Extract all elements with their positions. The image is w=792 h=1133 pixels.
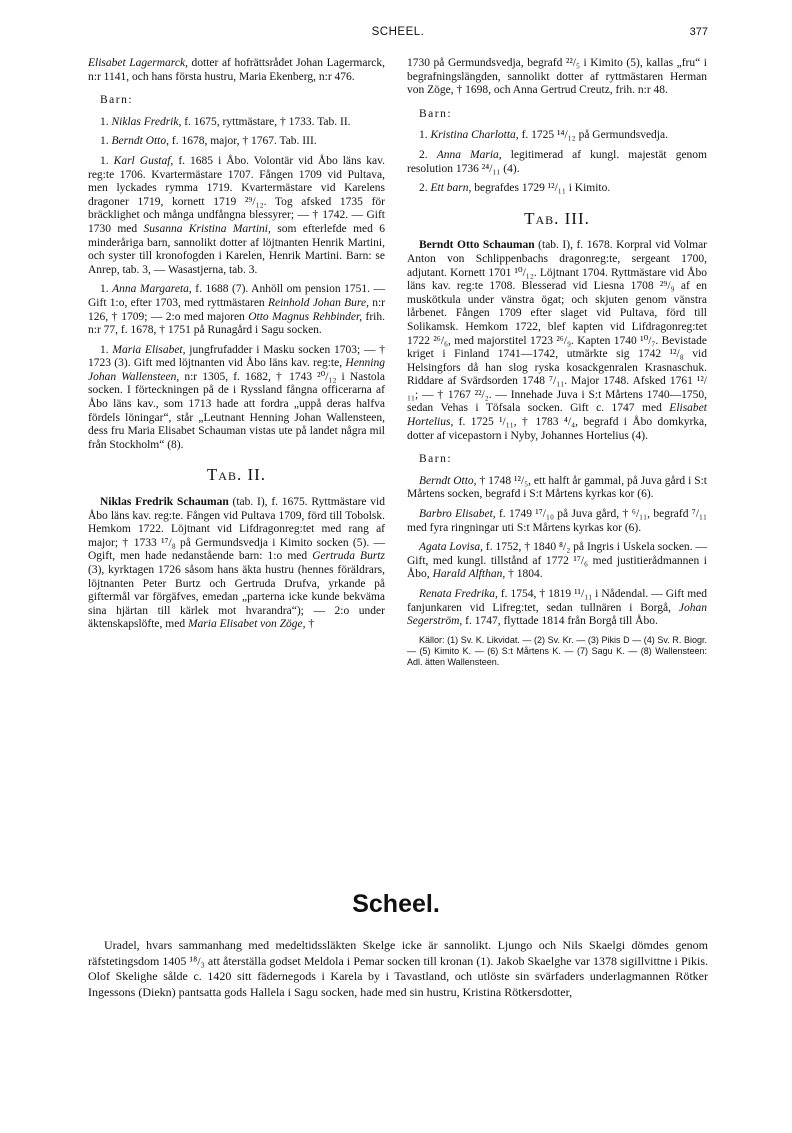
page-number: 377: [689, 26, 708, 38]
name-italic: Kristina Charlotta,: [430, 129, 519, 142]
child-entry: [407, 588, 707, 629]
text: begrafdes 1729 ¹²/₁₁ i Kimito.: [471, 182, 611, 195]
text: 2.: [419, 182, 431, 195]
name-italic: Berndt Otto,: [111, 135, 169, 148]
table-heading: Tab. III.: [524, 208, 590, 228]
text: f. 1725 ¹/₁₁, † 1783 ⁴/₄, begrafd i Åbo domkyrka, dotter af vicepastorn i Nyby, Johannes Hortelius (4).: [407, 416, 707, 442]
child-entry: [407, 149, 707, 176]
text: 1.: [100, 115, 112, 128]
running-title: SCHEEL.: [371, 26, 425, 38]
name-italic: Otto Magnus Rehbinder,: [248, 310, 363, 323]
name-italic: Niklas Fredrik,: [111, 115, 182, 128]
name-italic: Barbro Elisabet,: [419, 508, 496, 521]
child-entry: [407, 541, 707, 582]
text: f. 1725 ¹⁴/₁₂ på Germundsvedja.: [518, 129, 668, 142]
child-entry: [88, 116, 385, 130]
text: frih. n:r 77, f. 1678, † 1751 på Runagård i Sagu socken.: [88, 310, 385, 337]
text: 1.: [100, 135, 112, 148]
text: 1.: [100, 154, 114, 167]
text: (tab. I), f. 1675. Ryttmästare vid Åbo läns kav. reg:te. Fången vid Pultava 1709, förd till Tobolsk. Hemkom 1722. Löjtnant vid Lifdragonreg:tet med rang af major; † 1733 ¹⁷/₈ på Germundsvedja i Kimito socken (5). — Ogift, men hade nedanstående barn: 1:o med: [88, 496, 385, 563]
text: † 1748 ¹²/₅, ett halft år gammal, på Juva gård i S:t Mårtens socken, begrafd i S:t Mårtens kyrkas kor (6).: [407, 474, 707, 501]
paragraph: [88, 57, 385, 84]
right-column: [407, 57, 707, 674]
name-italic: Renata Fredrika,: [419, 588, 498, 600]
paragraph: [407, 239, 707, 443]
text: legitimerad af kungl. majestät genom resolution 1736 ²⁴/₁₁ (4).: [407, 148, 707, 175]
child-entry: [407, 182, 707, 196]
name-italic: Johan Segerström,: [407, 601, 707, 628]
text: f. 1754, † 1819 ¹¹/₁₁ i Nådendal. — Gift med fanjunkaren vid Lifreg:tet, sedan tullnären i Borgå,: [407, 588, 707, 614]
child-entry: [88, 344, 385, 453]
text: (3), kyrktagen 1726 såsom hans äkta hustru (hennes föräldrars, löjtnanten Peter Burtz och Gertruda Drufva, yrkande på giftermål var förgäfves, emedan „parterna icke kunde bekväma sina hjärtan till kärlek mot hvarandra“); — 2:o under äktenskapslöfte, med: [88, 564, 385, 631]
name-italic: Henning Johan Wallensteen,: [88, 357, 385, 383]
name-italic: Maria Elisabet,: [112, 343, 186, 356]
child-entry: [88, 135, 385, 149]
text: n:r 1305, f. 1682, † 1743 ²⁰/₁₂ i Nastola socken. I förteckningen på de i Ryssland fångna officerarna af Åbo läns kav., som 1713 hade att fordra „uppå deras halfva fördels löningar“, står „Leutnant Henning Johan Wallensteen, dess fru Maria Elisabet Schauman vistas ute på landet några mil från Stockholm“ (8).: [88, 370, 385, 451]
text: f. 1749 ¹⁷/₁₀ på Juva gård, † ⁶/₁₁, begrafd ⁷/₁₁ med fyra ringningar uti S:t Mårtens kyrkas kor (6).: [407, 508, 707, 534]
text: dotter af hofrättsrådet Johan Lagermarck, n:r 1141, och hans första hustru, Maria Ekenberg, n:r 476.: [88, 57, 386, 83]
text: 1.: [100, 343, 113, 356]
barn-heading: Barn:: [419, 107, 453, 120]
page-header: [88, 26, 708, 42]
table-heading: Tab. II.: [206, 465, 267, 485]
child-entry: [407, 129, 707, 143]
text: f. 1752, † 1840 ⁸/₂ på Ingris i Uskela socken. — Gift, med kungl. tillstånd af 1772 ¹⁷/₆ med justitierådmannen i Åbo,: [407, 541, 707, 581]
name-italic: Maria Elisabet von Zöge,: [187, 618, 306, 631]
text: 1.: [100, 283, 113, 296]
text: 1.: [419, 129, 431, 142]
text: f. 1688 (7). Anhöll om pension 1751. — Gift 1:o, efter 1703, med ryttmästaren: [88, 283, 385, 309]
child-entry: [88, 155, 385, 277]
child-entry: [407, 508, 707, 535]
name-bold: Niklas Fredrik Schauman: [100, 496, 229, 509]
child-entry: [88, 283, 385, 337]
name-italic: Gertruda Burtz: [312, 550, 385, 563]
name-italic: Ett barn,: [430, 182, 472, 195]
text: som efterlefde med 6 minderåriga barn, sannolikt dotter af löjtnanten Henrik Martini, och syster till kronofogden i Karelen, Henrik Martini. Barn: se Anrep, tab. 3, — Wasastjerna, tab. 3.: [88, 222, 385, 276]
child-entry: [407, 475, 707, 502]
text: f. 1747, flyttade 1814 från Borgå till Åbo.: [462, 615, 658, 628]
text: 2.: [419, 148, 437, 161]
name-italic: Karl Gustaf,: [113, 154, 174, 167]
left-column: [88, 57, 385, 638]
name-italic: Harald Alfthan,: [432, 568, 506, 581]
name-italic: Elisabet Hortelius,: [407, 402, 707, 429]
name-bold: Berndt Otto Schauman: [419, 239, 535, 252]
text: † 1804.: [505, 568, 543, 581]
paragraph: 1730 på Germundsvedja, begrafd ²²/₅ i Kimito (5), kallas „fru“ i begrafningslängden, sannolikt dotter af ryttmästaren Herman von Zöge, † 1698, och Anna Gertrud Creutz, frih. n:r 48.: [407, 57, 707, 97]
text: f. 1685 i Åbo. Volontär vid Åbo läns kav. reg:te 1706. Kvartermästare 1707. Fången 1709 vid Pultava, men lyckades rymma 1719. Kvartermästare vid Karelens dragoner 1719, kornett 1719 ²⁹/₁₂. Tog afsked 1735 för bräcklighet och många undfångna blessyrer; — † 1742. — Gift 1730 med: [88, 154, 386, 235]
text: †: [305, 618, 315, 631]
text: f. 1675, ryttmästare, † 1733. Tab. II.: [181, 115, 351, 128]
name-italic: Anna Maria,: [436, 148, 502, 161]
text: (tab. I), f. 1678. Korpral vid Volmar Anton von Schlippenbachs dragonreg:te, sergeant 1700, adjutant. Kornett 1701 ¹⁰/₁₂. Löjtnant 1704. Ryttmästare vid Åbo läns kav. reg:te 1708. Blesserad vid Liesna 1708 ²⁹/₉ af en muskötkula under vänstra ögat; och skjuten genom vänstra lårbenet. Fången 1709 efter slaget vid Pultava, förd till Solikamsk. Hemkom 1722, blef kapten vid Lifdragonreg:tet 1722 ²⁶/₆, med majorstitel 1723 ²⁶/₉. Kapten 1740 ¹⁰/₇. Bevistade kriget i Finland 1741—1742, utmärkte sig 1742 ¹²/₈ vid Helsingfors då han slog ryska kosackgenralen Krasnaschuk. Riddare af Svärdsorden 1748 ⁷/₁₁. Major 1748. Afsked 1761 ¹²/₁₁; — † 1767 ²²/₂. — Innehade Juva i S:t Mårtens 1740—1750, sedan Vehas i Töfsala socken. Gift c. 1747 med: [407, 239, 708, 415]
text: jungfrufadder i Masku socken 1703; — † 1723 (3). Gift med löjtnanten vid Åbo läns kav. reg:te,: [88, 343, 385, 370]
name-italic: Susanna Kristina Martini,: [143, 222, 271, 235]
section-title: Scheel.: [352, 890, 440, 918]
name-italic: Elisabet Lagermarck,: [88, 57, 188, 69]
section-body: Uradel, hvars sammanhang med medeltidssläkten Skelge icke är sannolikt. Ljungo och Nils Skaelgi dömdes genom räfstetingsdom 1405 ¹⁸/₃ att återställa godset Meldola i Pemar socken till kronan (1). Jakob Skaelghe var 1378 sigillvittne i Pikis. Olof Skelighe sålde c. 1420 sitt fädernegods i Karela by i Tavastland, och utlöste sin svärfaders underlagmannen Rötker Ingessons (Diekn) pantsatta gods Hallela i Sagu socken, hade med sin hustru, Kristina Rötkersdotter,: [88, 938, 708, 999]
name-italic: Berndt Otto,: [419, 474, 477, 487]
name-italic: Reinhold Johan Bure,: [267, 296, 369, 309]
name-italic: Agata Lovisa,: [419, 541, 483, 554]
text: f. 1678, major, † 1767. Tab. III.: [169, 135, 317, 148]
paragraph: [88, 496, 385, 632]
barn-heading: Barn:: [100, 94, 134, 107]
sources-note: Källor: (1) Sv. K. Likvidat. — (2) Sv. Kr. — (3) Pikis D — (4) Sv. R. Biogr. — (5) Kimito K. — (6) S:t Mårtens K. — (7) Sagu K. — (8) Wallensteen: Adl. ätten Wallensteen.: [407, 634, 707, 667]
text: n:r 126, † 1709; — 2:o med majoren: [88, 296, 386, 323]
barn-heading: Barn:: [419, 453, 453, 466]
name-italic: Anna Margareta,: [112, 283, 192, 296]
